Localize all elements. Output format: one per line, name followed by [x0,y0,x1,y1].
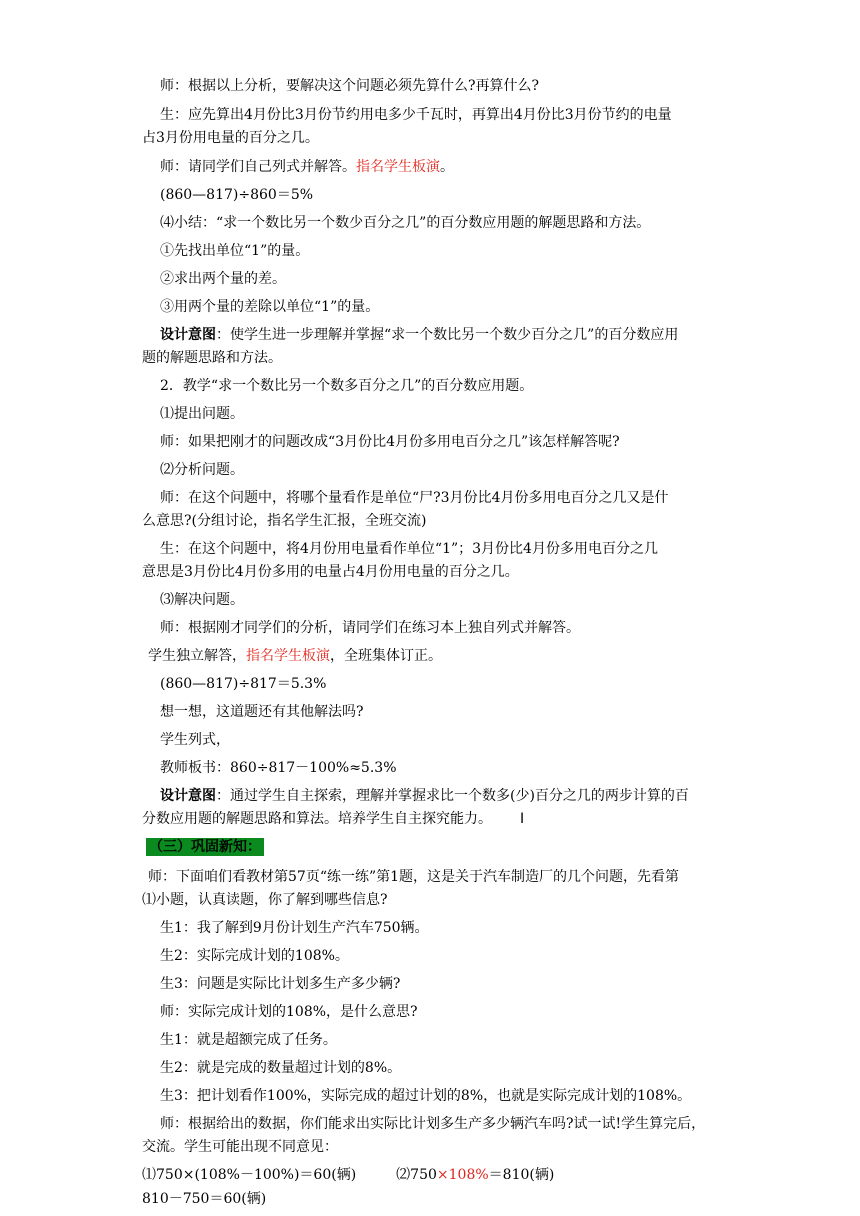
text-line: 生2：实际完成计划的108%。 [160,948,349,964]
paragraph [160,1057,401,1079]
text-line: 生：在这个问题中，将4月份用电量看作单位“1”；3月份比4月份多用电百分之几 [160,541,658,557]
paragraph-continuation [142,561,519,583]
paragraph [160,156,454,178]
formula [142,1164,554,1186]
section-heading [146,836,264,858]
paragraph [160,701,364,723]
text-line: 师：如果把刚才的问题改成“3月份比4月份多用电百分之几”该怎样解答呢? [160,434,620,450]
paragraph [160,212,650,234]
text-line: ⑶解决问题。 [160,592,244,608]
paragraph [160,104,672,126]
bold-label: 设计意图 [160,327,216,343]
text-line: 师：在这个问题中，将哪个量看作是单位“尸?3月份比4月份多用电百分之几又是什 [160,490,669,506]
text-line: ：使学生进一步理解并掌握“求一个数比另一个数少百分之几”的百分数应用 [216,327,679,343]
paragraph [160,973,400,995]
text-line: 师：实际完成计划的108%，是什么意思? [160,1004,418,1020]
text-line: ①先找出单位“1”的量。 [160,243,310,259]
text-line: ③用两个量的差除以单位“1”的量。 [160,299,380,315]
text-line: (860—817)÷860＝5% [160,187,314,203]
text-line: 师：根据给出的数据，你们能求出实际比计划多生产多少辆汽车吗?试一试!学生算完后， [160,1116,706,1132]
text-line: 分数应用题的解题思路和算法。培养学生自主探究能力。 [142,811,492,827]
paragraph-continuation [142,808,524,830]
design-intent [160,785,689,807]
text-line: 意思是3月份比4月份多用的电量占4月份用电量的百分之几。 [142,564,519,580]
paragraph-continuation [142,510,426,532]
list-item [160,240,309,262]
text-line: 师：根据以上分析，要解决这个问题必须先算什么?再算什么? [160,78,540,94]
text-line: 师：根据刚才同学们的分析，请同学们在练习本上独自列式并解答。 [160,620,580,636]
text-line: 810－750＝60(辆) [142,1191,267,1207]
paragraph [160,1029,337,1051]
paragraph [160,917,429,939]
paragraph [160,945,349,967]
paragraph-continuation [142,1136,338,1158]
paragraph [148,866,679,888]
highlight-text: 指名学生板演 [356,159,440,175]
text-line: 生1：我了解到9月份计划生产汽车750辆。 [160,920,429,936]
formula [160,184,313,206]
text-line: 生3：把计划看作100%，实际完成的超过计划的8%，也就是实际完成计划的108%。 [160,1088,692,1104]
formula [142,1188,266,1210]
text-cursor-mark: I [520,811,525,827]
text-line: 占3月份用电量的百分之几。 [142,130,319,146]
paragraph-continuation [142,347,282,369]
formula [160,673,326,695]
list-item [160,268,286,290]
highlight-text: ×108% [436,1167,489,1183]
text-line: ⑴750×(108%－100%)＝60(辆) [142,1167,357,1183]
list-item [160,589,244,611]
text-line: 教师板书：860÷817－100%≈5.3% [160,760,397,776]
text-line: ＝810(辆) [488,1167,555,1183]
formula [160,757,397,779]
text-line: 。 [440,159,454,175]
text-line: 学生独立解答， [148,648,246,664]
text-line: 生：应先算出4月份比3月份节约用电多少千瓦时，再算出4月份比3月份节约的电量 [160,107,672,123]
paragraph [160,617,580,639]
highlighted-heading: （三）巩固新知： [146,838,264,856]
text-line: 生3：问题是实际比计划多生产多少辆? [160,976,401,992]
text-line: ⑵分析问题。 [160,462,244,478]
section-heading [160,375,533,397]
highlight-text: 指名学生板演 [246,648,330,664]
paragraph [160,431,620,453]
text-line: ⑷小结：“求一个数比另一个数少百分之几”的百分数应用题的解题思路和方法。 [160,215,651,231]
text-line: (860—817)÷817＝5.3% [160,676,327,692]
list-item [160,403,244,425]
text-line: ②求出两个量的差。 [160,271,286,287]
text-line: 学生列式， [160,732,230,748]
text-line: 交流。学生可能出现不同意见： [142,1139,338,1155]
bold-label: 设计意图 [160,788,216,804]
design-intent [160,324,678,346]
paragraph [160,1001,418,1023]
text-line: 生2：就是完成的数量超过计划的8%。 [160,1060,402,1076]
list-item [160,459,244,481]
text-line: 题的解题思路和方法。 [142,350,282,366]
paragraph [160,487,668,509]
paragraph [160,75,539,97]
text-line: 师：下面咱们看教材第57页“练一练”第1题，这是关于汽车制造厂的几个问题，先看第 [148,869,680,885]
text-line: 生1：就是超额完成了任务。 [160,1032,337,1048]
paragraph [148,645,442,667]
text-line: 2．教学“求一个数比另一个数多百分之几”的百分数应用题。 [160,378,534,394]
text-line: ⑴小题，认真读题，你了解到哪些信息? [142,892,388,908]
paragraph [160,1085,691,1107]
paragraph [160,729,230,751]
list-item [160,296,379,318]
text-line: 师：请同学们自己列式并解答。 [160,159,356,175]
paragraph-continuation [142,889,388,911]
paragraph [160,1113,705,1135]
text-line: 想一想，这道题还有其他解法吗? [160,704,364,720]
text-line: ⑵750 [396,1167,437,1183]
paragraph [160,538,658,560]
text-line: 么意思?(分组讨论，指名学生汇报，全班交流) [142,513,427,529]
text-line: ：通过学生自主探索，理解并掌握求比一个数多(少)百分之几的两步计算的百 [216,788,689,804]
text-line: ，全班集体订正。 [330,648,442,664]
paragraph-continuation [142,127,319,149]
text-line: ⑴提出问题。 [160,406,244,422]
